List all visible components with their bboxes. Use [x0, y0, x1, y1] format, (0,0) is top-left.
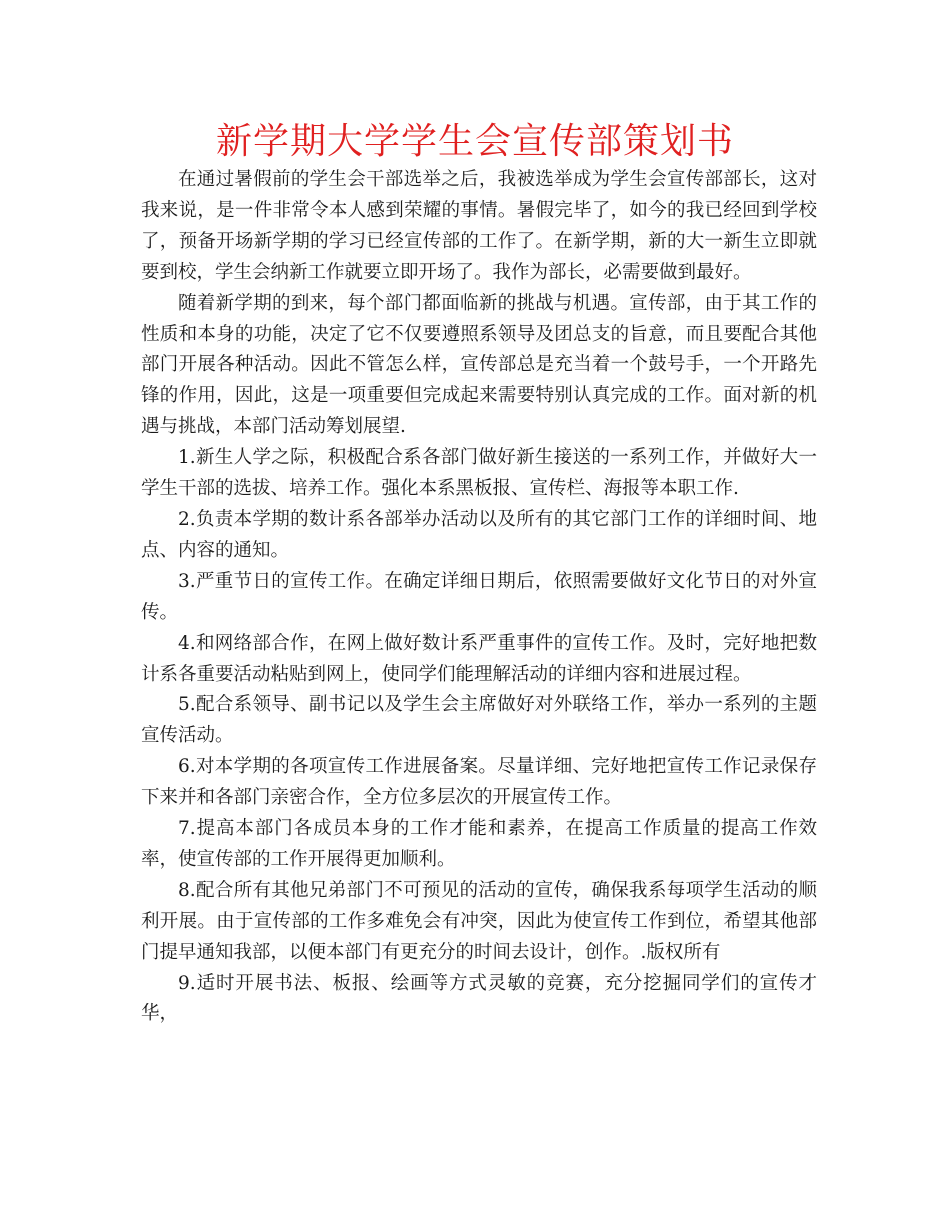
paragraph-intro: 在通过暑假前的学生会干部选举之后，我被选举成为学生会宣传部部长，这对我来说，是一件非常令本人感到荣耀的事情。暑假完毕了，如今的我已经回到学校了，预备开场新学期的学习已经宣传部的工作了。在新学期，新的大一新生立即就要到校，学生会纳新工作就要立即开场了。我作为部长，必需要做到最好。	[141, 169, 817, 283]
plan-item-7: 7.提高本部门各成员本身的工作才能和素养，在提高工作质量的提高工作效率，使宣传部的工作开展得更加顺利。	[141, 818, 817, 870]
plan-item-4: 4.和网络部合作，在网上做好数计系严重事件的宣传工作。及时，完好地把数计系各重要活动粘贴到网上，使同学们能理解活动的详细内容和进展过程。	[141, 632, 817, 685]
plan-item-5: 5.配合系领导、副书记以及学生会主席做好对外联络工作，举办一系列的主题宣传活动。	[141, 694, 817, 747]
paragraph-overview: 随着新学期的到来，每个部门都面临新的挑战与机遇。宣传部，由于其工作的性质和本身的功能，决定了它不仅要遵照系领导及团总支的旨意，而且要配合其他部门开展各种活动。因此不管怎么样，宣传部总是充当着一个鼓号手，一个开路先锋的作用，因此，这是一项重要但完成起来需要特别认真完成的工作。面对新的机遇与挑战，本部门活动筹划展望.	[141, 292, 817, 438]
plan-item-9: 9.适时开展书法、板报、绘画等方式灵敏的竞赛，充分挖掘同学们的宣传才华，	[141, 972, 817, 1025]
plan-item-3: 3.严重节日的宣传工作。在确定详细日期后，依照需要做好文化节日的对外宣传。	[141, 570, 817, 623]
plan-item-8: 8.配合所有其他兄弟部门不可预见的活动的宣传，确保我系每项学生活动的顺利开展。由于宣传部的工作多难免会有冲突，因此为使宣传工作到位，希望其他部门提早通知我部，以便本部门有更充分的时间去设计，创作。.版权所有	[141, 879, 817, 963]
document-title: 新学期大学学生会宣传部策划书	[215, 121, 734, 162]
plan-item-2: 2.负责本学期的数计系各部举办活动以及所有的其它部门工作的详细时间、地点、内容的通知。	[141, 508, 817, 561]
plan-item-1: 1.新生人学之际，积极配合系各部门做好新生接送的一系列工作，并做好大一学生干部的选拔、培养工作。强化本系黑板报、宣传栏、海报等本职工作.	[141, 447, 817, 500]
document-body	[141, 165, 817, 1030]
plan-item-6: 6.对本学期的各项宣传工作进展备案。尽量详细、完好地把宣传工作记录保存下来并和各部门亲密合作，全方位多层次的开展宣传工作。	[141, 756, 817, 809]
